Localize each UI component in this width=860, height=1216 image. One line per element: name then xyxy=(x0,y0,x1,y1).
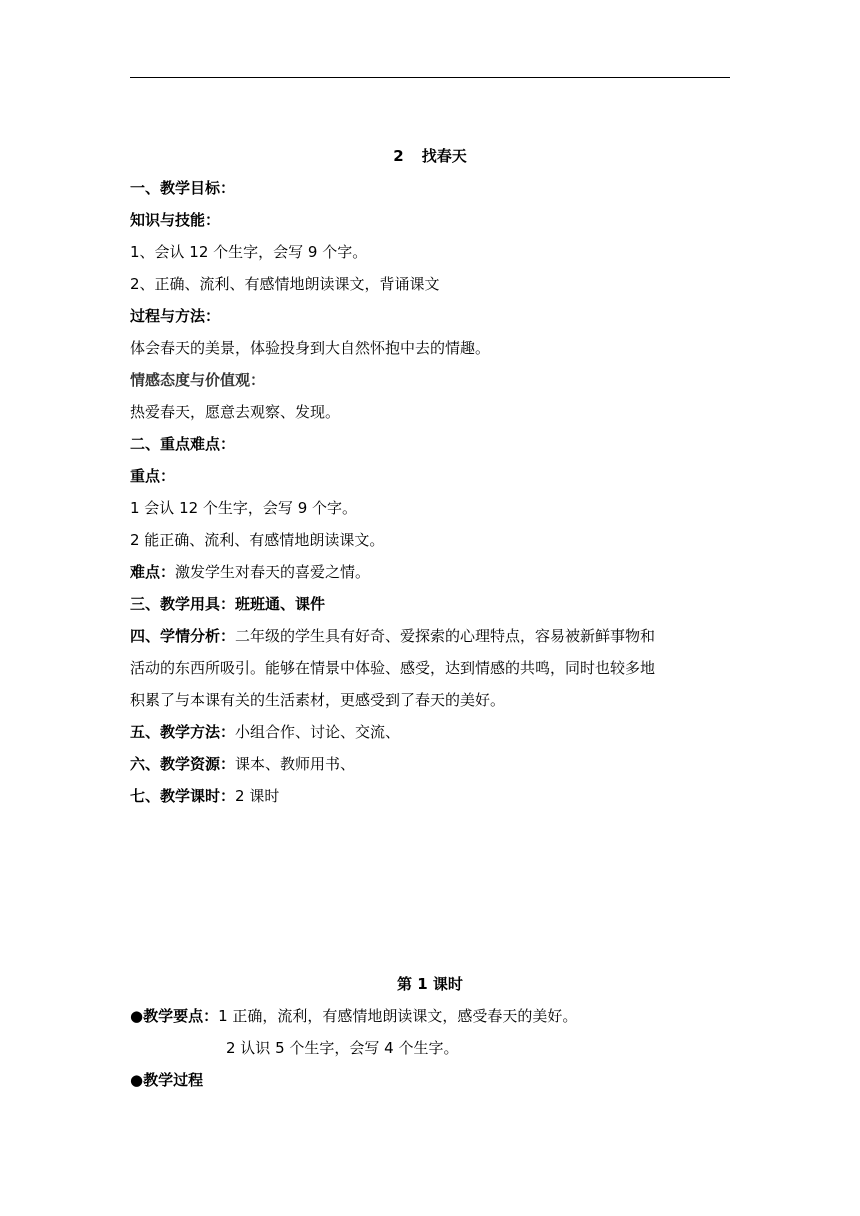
difficulty-text: 激发学生对春天的喜爱之情。 xyxy=(175,563,371,581)
page-title xyxy=(130,146,730,166)
title-text: 找春天 xyxy=(421,147,467,165)
analysis-text-1: 二年级的学生具有好奇、爱探索的心理特点，容易被新鲜事物和 xyxy=(235,627,656,645)
analysis-line-3: 积累了与本课有关的生活素材，更感受到了春天的美好。 xyxy=(130,691,506,709)
resources-line xyxy=(130,754,355,774)
points-line-2: 2 认识 5 个生字，会写 4 个生字。 xyxy=(226,1039,459,1057)
section-heading-tools: 三、教学用具：班班通、课件 xyxy=(130,595,326,613)
section-heading-keypoints: 二、重点难点： xyxy=(130,435,236,453)
knowledge-item-1: 1、会认 12 个生字，会写 9 个字。 xyxy=(130,243,368,261)
resources-text: 课本、教师用书、 xyxy=(235,755,356,773)
emotion-item: 热爱春天，愿意去观察、发现。 xyxy=(130,403,341,421)
title-number: 2 xyxy=(393,147,404,165)
points-line-1 xyxy=(130,1006,577,1026)
points-text-1: 1 正确，流利，有感情地朗读课文，感受春天的美好。 xyxy=(218,1007,578,1025)
periods-label: 七、教学课时： xyxy=(130,787,236,805)
difficulty-label: 难点： xyxy=(130,563,176,581)
knowledge-item-2: 2、正确、流利、有感情地朗读课文，背诵课文 xyxy=(130,275,440,293)
process-item: 体会春天的美景，体验投身到大自然怀抱中去的情趣。 xyxy=(130,339,491,357)
lesson-title: 第 1 课时 xyxy=(397,975,463,993)
resources-label: 六、教学资源： xyxy=(130,755,236,773)
process-heading: ●教学过程 xyxy=(130,1071,204,1089)
points-label: ●教学要点： xyxy=(130,1007,219,1025)
periods-line xyxy=(130,786,279,806)
key-label: 重点： xyxy=(130,467,176,485)
subheading-emotion: 情感态度与价值观： xyxy=(130,371,266,389)
section-heading-objectives: 一、教学目标： xyxy=(130,179,236,197)
methods-label: 五、教学方法： xyxy=(130,723,236,741)
key-item-1: 1 会认 12 个生字，会写 9 个字。 xyxy=(130,499,358,517)
header-rule xyxy=(130,77,730,78)
analysis-line-2: 活动的东西所吸引。能够在情景中体验、感受，达到情感的共鸣，同时也较多地 xyxy=(130,659,656,677)
key-item-2: 2 能正确、流利、有感情地朗读课文。 xyxy=(130,531,385,549)
methods-line xyxy=(130,722,400,742)
difficulty-line xyxy=(130,562,370,582)
subheading-process: 过程与方法： xyxy=(130,307,221,325)
methods-text: 小组合作、讨论、交流、 xyxy=(235,723,401,741)
periods-text: 2 课时 xyxy=(235,787,280,805)
analysis-line-1 xyxy=(130,626,655,646)
subheading-knowledge: 知识与技能： xyxy=(130,211,221,229)
analysis-label: 四、学情分析： xyxy=(130,627,236,645)
